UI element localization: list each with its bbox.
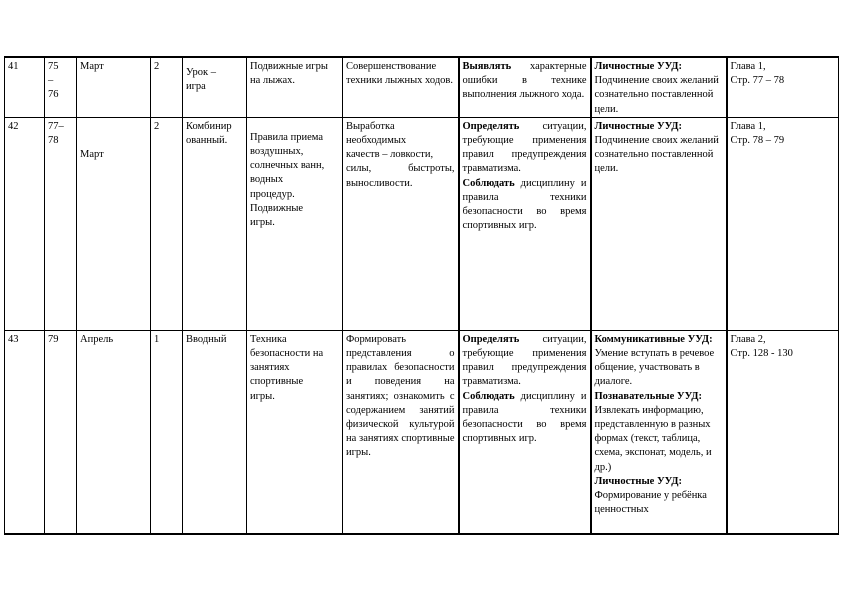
activities-cell [459, 57, 591, 117]
uud-text: Извлекать информацию, представленную в разных формах (текст, таблица, схема, экспонат, модель, и др.) [594, 404, 712, 473]
topic-line: Подвижные игры [250, 61, 328, 72]
activity-verb: Определять [462, 333, 520, 345]
lesson-plan-table [4, 56, 839, 535]
hours-text: 1 [154, 333, 160, 345]
row-number: 42 [8, 120, 19, 132]
topic-line: Правила приема [250, 131, 323, 143]
uud-paragraph [595, 390, 723, 475]
topic-line: игры. [250, 217, 275, 229]
row-number-cell [5, 57, 45, 117]
reference-cell [727, 117, 839, 330]
activity-verb: Соблюдать [462, 177, 515, 189]
topic-line: спортивные [250, 376, 304, 388]
month-cell [77, 330, 151, 534]
content-line: силы, быстроты, [346, 163, 455, 175]
lesson-number-line: 76 [48, 89, 59, 101]
row-number-cell [5, 117, 45, 330]
uud-text: Формирование у ребёнка ценностных [594, 490, 707, 516]
activity-paragraph [463, 177, 587, 234]
month-text: Апрель [80, 333, 114, 345]
topic-line: на лыжах. [250, 75, 295, 87]
hours-cell [151, 117, 183, 330]
lesson-type-cell [183, 57, 247, 117]
content-line: техники лыжных [346, 75, 423, 87]
lesson-number-line: 75 [48, 61, 59, 72]
hours-cell [151, 330, 183, 534]
reference-line: Стр. 77 – 78 [730, 75, 785, 87]
content-line: ходов. [425, 75, 454, 87]
lesson-type-line: Вводный [186, 333, 227, 345]
reference-line: Стр. 78 – 79 [730, 135, 785, 147]
lesson-numbers-cell [45, 330, 77, 534]
topic-line: Техника [250, 333, 287, 345]
reference-line: Глава 1, [730, 120, 766, 132]
uud-cell [591, 117, 727, 330]
activity-text: ситуации, требующие применения правил предупреждения травматизма. [462, 120, 587, 175]
lesson-numbers-cell [45, 117, 77, 330]
content-line: Совершенствование [346, 61, 437, 72]
month-cell [77, 57, 151, 117]
content-cell [343, 117, 459, 330]
activity-paragraph [463, 390, 587, 447]
uud-heading: Личностные УУД: [594, 120, 683, 132]
uud-cell [591, 57, 727, 117]
activity-text: дисциплину и правила техники безопасности во время спортивных игр. [462, 390, 587, 445]
reference-line: Глава 1, [730, 61, 766, 72]
topic-cell [247, 117, 343, 330]
activities-cell [459, 330, 591, 534]
lesson-number-line: – [48, 75, 54, 87]
uud-heading: Познавательные УУД: [594, 390, 702, 402]
topic-line: процедур. [250, 188, 295, 200]
lesson-number-line: 78 [48, 135, 59, 147]
topic-line: занятиях [250, 362, 290, 374]
activity-verb: Соблюдать [462, 390, 515, 402]
reference-cell [727, 57, 839, 117]
content-line: Выработка [346, 120, 395, 132]
topic-line: водных [250, 174, 284, 186]
lesson-number-line: 77– [48, 120, 64, 132]
lesson-type-line: ованный. [186, 135, 228, 147]
row-number-cell [5, 330, 45, 534]
lesson-number-line: 79 [48, 333, 59, 345]
hours-text: 2 [154, 120, 160, 132]
content-line: качеств – ловкости, [346, 149, 434, 161]
uud-heading: Личностные УУД: [594, 61, 683, 72]
topic-line: Подвижные [250, 202, 304, 214]
lesson-type-line: Урок – [186, 67, 216, 78]
activity-verb: Определять [462, 120, 520, 132]
topic-line: безопасности на [250, 348, 324, 360]
uud-text: Подчинение своих желаний сознательно поставленной цели. [594, 75, 719, 115]
lesson-numbers-cell [45, 57, 77, 117]
reference-line: Стр. 128 - 130 [730, 348, 793, 360]
month-cell [77, 117, 151, 330]
activity-paragraph [463, 120, 587, 177]
activity-paragraph [463, 333, 587, 390]
reference-cell [727, 330, 839, 534]
content-cell [343, 57, 459, 117]
topic-line: воздушных, [250, 146, 304, 158]
reference-line: Глава 2, [730, 333, 766, 345]
uud-text: Подчинение своих желаний сознательно поставленной цели. [594, 135, 719, 175]
topic-line: игры. [250, 390, 275, 402]
content-line: выносливости. [346, 177, 413, 189]
topic-cell [247, 57, 343, 117]
hours-cell [151, 57, 183, 117]
uud-text: Умение вступать в речевое общение, участвовать в диалоге. [594, 348, 715, 388]
content-line: необходимых [346, 135, 407, 147]
table-row [5, 330, 839, 534]
uud-cell [591, 330, 727, 534]
topic-cell [247, 330, 343, 534]
activity-text: дисциплину и правила техники безопасности во время спортивных игр. [462, 177, 587, 232]
lesson-type-cell [183, 330, 247, 534]
activity-text: ситуации, требующие применения правил предупреждения травматизма. [462, 333, 587, 388]
content-cell [343, 330, 459, 534]
lesson-type-line: Комбинир [186, 120, 232, 132]
uud-heading: Личностные УУД: [594, 475, 683, 487]
lesson-type-line: игра [186, 81, 206, 93]
uud-paragraph [595, 333, 723, 390]
activities-cell [459, 117, 591, 330]
row-number: 41 [8, 61, 19, 72]
lesson-type-cell [183, 117, 247, 330]
row-number: 43 [8, 333, 19, 345]
uud-heading: Коммуникативные УУД: [594, 333, 713, 345]
uud-paragraph [595, 475, 723, 518]
table-row [5, 57, 839, 117]
topic-line: солнечных ванн, [250, 160, 325, 172]
table-row [5, 117, 839, 330]
month-text: Март [80, 61, 104, 72]
activity-verb: Выявлять [462, 61, 512, 72]
hours-text: 2 [154, 61, 160, 72]
content-text: Формировать представления о правилах безопасности и поведения на занятиях; ознакомить с содержанием занятий физической культурой на занятиях спортивные игры. [346, 333, 455, 459]
activity-text: характерные ошибки в технике выполнения лыжного хода. [462, 61, 587, 101]
month-text: Март [80, 148, 104, 160]
